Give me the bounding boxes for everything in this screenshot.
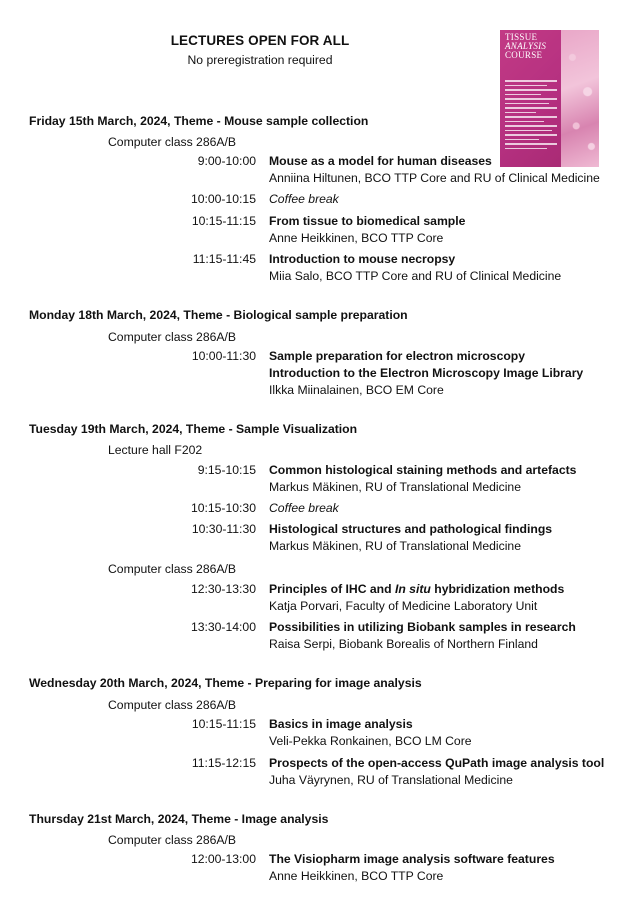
session-title: Sample preparation for electron microscopy — [269, 349, 526, 363]
coffee-break: Coffee break — [269, 192, 339, 206]
course-poster-image — [500, 30, 599, 167]
session-time: 10:30-11:30 — [191, 522, 256, 536]
session-speaker: Katja Porvari, Faculty of Medicine Laboratory Unit — [269, 599, 538, 613]
location-label: Computer class 286A/B — [108, 833, 237, 847]
session-title: The Visiopharm image analysis software features — [269, 852, 555, 866]
session-title-part: Principles of IHC and — [269, 582, 395, 596]
session-title: Mouse as a model for human diseases — [269, 154, 492, 168]
session-title: From tissue to biomedical sample — [269, 214, 466, 228]
session-time: 10:15-11:15 — [191, 717, 256, 731]
session-time: 11:15-12:15 — [191, 756, 256, 770]
day-heading: Thursday 21st March, 2024, Theme - Image analysis — [29, 812, 329, 826]
session-time: 10:00-10:15 — [190, 192, 256, 206]
poster-title-line: ANALYSIS — [505, 41, 547, 51]
session-title: Introduction to mouse necropsy — [269, 252, 456, 266]
location-label: Lecture hall F202 — [108, 443, 203, 457]
session-time: 13:30-14:00 — [190, 620, 256, 634]
session-speaker: Anne Heikkinen, BCO TTP Core — [269, 231, 444, 245]
session-speaker: Markus Mäkinen, RU of Translational Medicine — [269, 480, 521, 494]
session-speaker: Miia Salo, BCO TTP Core and RU of Clinical Medicine — [269, 269, 562, 283]
day-heading: Tuesday 19th March, 2024, Theme - Sample Visualization — [29, 422, 358, 436]
session-title-part: hybridization methods — [430, 582, 565, 596]
session-title-italic: In situ — [394, 582, 431, 596]
session-time: 12:00-13:00 — [190, 852, 256, 866]
session-speaker: Anniina Hiltunen, BCO TTP Core and RU of Clinical Medicine — [269, 171, 600, 185]
page-header — [150, 33, 370, 67]
session-speaker: Veli-Pekka Ronkainen, BCO LM Core — [269, 734, 472, 748]
session-title: Basics in image analysis — [269, 717, 413, 731]
session-time: 9:00-10:00 — [197, 154, 256, 168]
session-title: Possibilities in utilizing Biobank samples in research — [269, 620, 576, 634]
location-label: Computer class 286A/B — [108, 562, 237, 576]
session-time: 10:15-11:15 — [191, 214, 256, 228]
session-title: Introduction to the Electron Microscopy Image Library — [269, 366, 584, 380]
session-title — [269, 581, 619, 598]
session-time: 12:30-13:30 — [190, 582, 256, 596]
location-label: Computer class 286A/B — [108, 135, 237, 149]
session-speaker: Raisa Serpi, Biobank Borealis of Northern Finland — [269, 637, 538, 651]
location-label: Computer class 286A/B — [108, 698, 237, 712]
location-label: Computer class 286A/B — [108, 330, 237, 344]
session-time: 10:00-11:30 — [191, 349, 256, 363]
coffee-break: Coffee break — [269, 501, 339, 515]
poster-text-lines — [505, 80, 557, 152]
day-heading: Friday 15th March, 2024, Theme - Mouse sample collection — [29, 114, 369, 128]
page-subtitle: No preregistration required — [187, 53, 333, 67]
page-title: LECTURES OPEN FOR ALL — [170, 33, 350, 48]
poster-title-line: TISSUE — [505, 32, 538, 42]
session-time: 10:15-10:30 — [190, 501, 256, 515]
tissue-micrograph — [561, 30, 599, 167]
session-speaker: Anne Heikkinen, BCO TTP Core — [269, 869, 444, 883]
session-title: Histological structures and pathological findings — [269, 522, 553, 536]
session-speaker: Ilkka Miinalainen, BCO EM Core — [269, 383, 444, 397]
session-speaker: Markus Mäkinen, RU of Translational Medicine — [269, 539, 521, 553]
session-title: Common histological staining methods and artefacts — [269, 463, 577, 477]
poster-title — [505, 33, 546, 60]
session-title: Prospects of the open-access QuPath image analysis tool — [269, 756, 605, 770]
session-time: 11:15-11:45 — [192, 252, 256, 266]
session-speaker: Juha Väyrynen, RU of Translational Medicine — [269, 773, 513, 787]
day-heading: Wednesday 20th March, 2024, Theme - Preparing for image analysis — [29, 676, 422, 690]
poster-title-line: COURSE — [505, 50, 543, 60]
day-heading: Monday 18th March, 2024, Theme - Biological sample preparation — [29, 308, 408, 322]
session-time: 9:15-10:15 — [197, 463, 256, 477]
